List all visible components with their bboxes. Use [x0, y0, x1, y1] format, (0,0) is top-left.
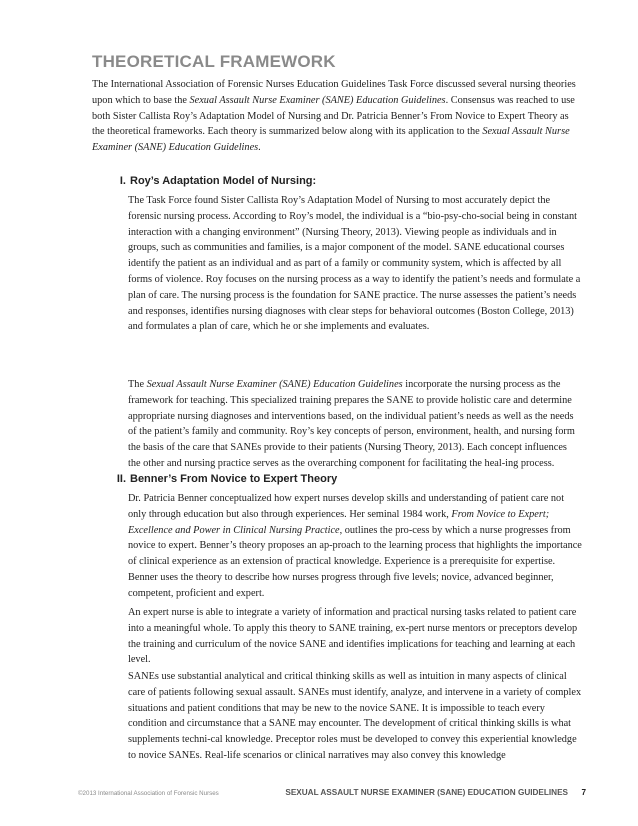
section-paragraph: Dr. Patricia Benner conceptualized how expert nurses develop skills and understanding of patient care not only through education but also through experiences. Her seminal 1984 work, From Novice to Expert; Excellence and Power in Clinical Nursing Practice, outlines the pro-cess by which a nurse progresses from novice to expert. Benner’s theory proposes an ap-proach to the learning process that highlights the importance of clinical experience as an extension of practical knowledge. Experience is a prerequisite for expertise. Benner uses the theory to describe how nurses progress through five levels; novice, advanced beginner, competent, proficient and expert.: [128, 493, 582, 599]
intro-paragraph: The International Association of Forensic Nurses Education Guidelines Task Force discussed several nursing theories upon which to base the Sexual Assault Nurse Examiner (SANE) Education Guidelines. Consensus was reached to use both Sister Callista Roy’s Adaptation Model of Nursing and Dr. Patricia Benner’s From Novice to Expert Theory as the theoretical frameworks. Each theory is summarized below along with its application to the Sexual Assault Nurse Examiner (SANE) Education Guidelines.: [92, 79, 576, 154]
footer-copyright: ©2013 International Association of Forensic Nurses: [78, 790, 219, 797]
section-paragraph: An expert nurse is able to integrate a variety of information and practical nursing tasks related to patient care into a meaningful whole. To apply this theory to SANE training, ex-pert nurse mentors or preceptors develop the training and curriculum of the novice SANE and identifies implications for teaching and learning at each level.: [128, 607, 578, 666]
page-heading: THEORETICAL FRAMEWORK: [92, 52, 336, 71]
section-number: I.: [119, 175, 126, 187]
section-title: [110, 175, 316, 187]
italic-title: Sexual Assault Nurse Examiner (SANE) Education Guidelines: [92, 126, 570, 154]
footer-document-title: SEXUAL ASSAULT NURSE EXAMINER (SANE) EDUCATION GUIDELINES: [285, 788, 568, 797]
italic-title: Sexual Assault Nurse Examiner (SANE) Education Guidelines: [146, 379, 403, 390]
page-footer: [78, 788, 586, 802]
section-number: II.: [116, 473, 126, 485]
italic-title: From Novice to Expert; Excellence and Power in Clinical Nursing Practice: [128, 508, 550, 536]
page-number: 7: [581, 788, 586, 797]
italic-title: Sexual Assault Nurse Examiner (SANE) Education Guidelines: [189, 94, 446, 106]
section-paragraph: The Sexual Assault Nurse Examiner (SANE) Education Guidelines incorporate the nursing process as the framework for teaching. This specialized training prepares the SANE to provide holistic care and determine appropriate nursing diagnoses and interventions based, on the individual patient’s needs as well as the needs of the patient’s family and community. Roy’s key concepts of person, environment, health, and nursing form the basis of the care that SANEs provide to their patients (Nursing Theory, 2013). Each concept influences the other and nursing practice serves as the overarching component for facilitating the heal-ing process.: [128, 379, 575, 469]
section-paragraph: SANEs use substantial analytical and critical thinking skills as well as intuition in many aspects of clinical care of patients following sexual assault. SANEs must identify, analyze, and intervene in a variety of complex situations and patient conditions that may be new to the novice SANE. It is impossible to teach every condition and circumstance that a SANE may encounter. The development of critical thinking skills is what supplements techni-cal knowledge. Preceptor roles must be developed to convey this experiential knowledge to novice SANEs. Real-life scenarios or clinical narratives may also convey this knowledge: [128, 671, 582, 761]
section-title: [110, 473, 337, 485]
section-paragraph: The Task Force found Sister Callista Roy’s Adaptation Model of Nursing to most accurately depict the forensic nursing process. According to Roy’s model, the individual is a “bio-psy-cho-social being in constant interaction with a changing environment” (Nursing Theory, 2013). Viewing people as individuals and in groups, such as communities and families, is a major component of the model. SANE educational courses identify the patient as an individual and as part of a family or community system, which is affected by all forms of violence. Roy focuses on the nursing process as a way to identify the patient’s needs and formulate a plan of care. The nursing process is the foundation for SANE practice. The nurse assesses the patient’s needs and responses, identifies nursing diagnoses with clear steps for behavioral outcomes (Boston College, 2013) and formulates a plan of care, which he or she implements and evaluates.: [128, 195, 581, 333]
section-title-text: Roy’s Adaptation Model of Nursing:: [130, 175, 317, 187]
section-title-text: Benner’s From Novice to Expert Theory: [130, 473, 338, 485]
